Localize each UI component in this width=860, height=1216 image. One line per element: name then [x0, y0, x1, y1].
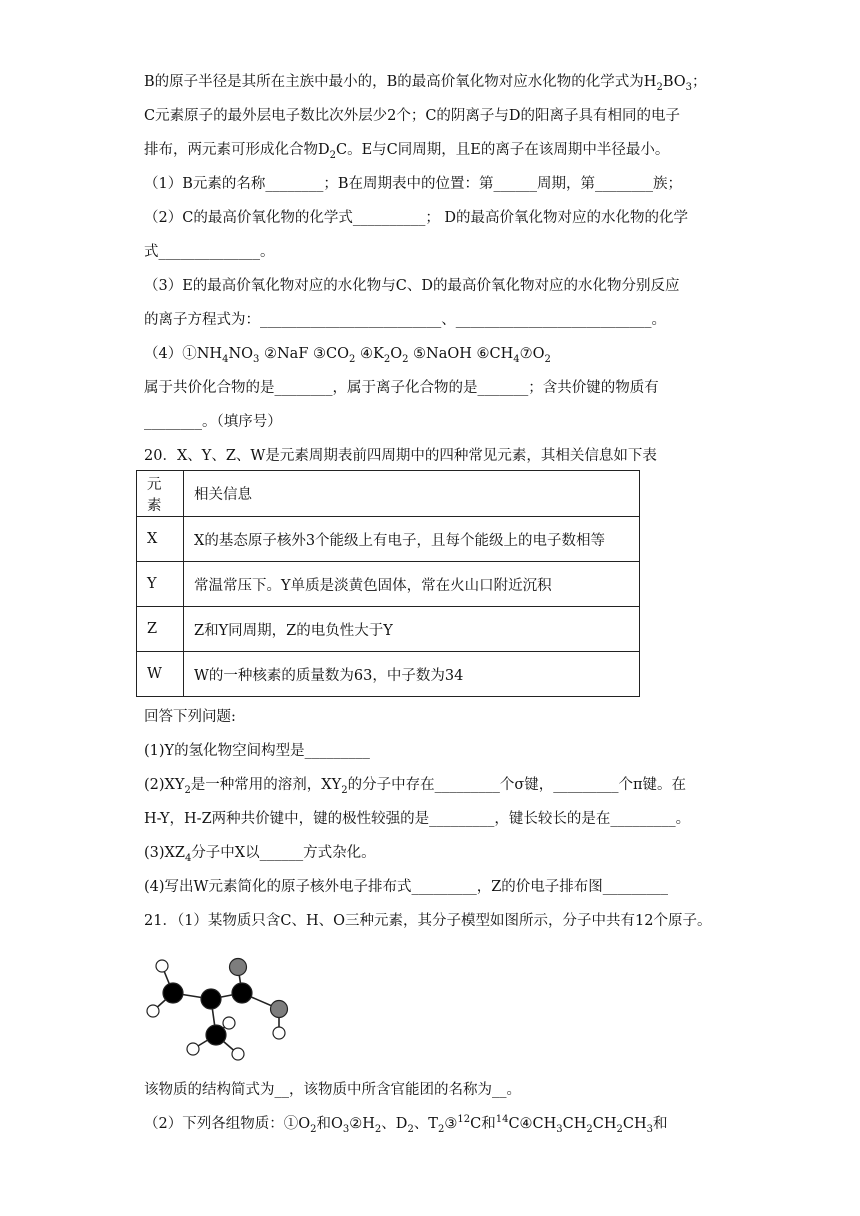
q19-part-4: $(4)①NH_4NO_3$ ②NaF $③CO_2$ $④K_2O_2$ ⑤NaOH $⑥CH_4⑦O_2$: [144, 346, 551, 365]
q19-line-2: C元素原子的最外层电子数比次外层少2个；C的阴离子与D的阳离子具有相同的电子: [144, 108, 681, 124]
element-cell: X: [137, 517, 184, 562]
info-cell: W的一种核素的质量数为63，中子数为34: [184, 652, 640, 697]
q21-part-2: （2）下列各组物质：$①O_2$和$O_3②H_2$、$D_2$、$T_2③^{12}C$和$^{14}C④CH_3CH_2CH_2CH_3$和: [144, 1114, 668, 1135]
q21-part-1: 21．（1）某物质只含C、H、O三种元素，其分子模型如图所示，分子中共有12个原子。: [144, 913, 712, 929]
q20-sub-4: (4)写出W元素简化的原子核外电子排布式_________，Z的价电子排布图_________: [144, 879, 669, 895]
atoms: [147, 959, 288, 1061]
table-row: [137, 652, 640, 697]
element-cell: W: [137, 652, 184, 697]
info-cell: X的基态原子核外3个能级上有电子，且每个能级上的电子数相等: [184, 517, 640, 562]
element-cell: Y: [137, 562, 184, 607]
q19-part-3: （3）E的最高价氧化物对应的水化物与C、D的最高价氧化物对应的水化物分别反应: [144, 278, 680, 294]
q19-part-4b: 属于共价化合物的是________，属于离子化合物的是_______；含共价键的物质有: [144, 380, 659, 396]
q20-title: 20．X、Y、Z、W是元素周期表前四周期中的四种常见元素，其相关信息如下表: [144, 448, 657, 464]
table-row: [137, 607, 640, 652]
carbon-atom: [163, 983, 183, 1003]
hydrogen-atom: [223, 1017, 235, 1029]
hydrogen-atom: [232, 1048, 244, 1060]
q21-part-1b: 该物质的结构简式为__，该物质中所含官能团的名称为__。: [144, 1082, 521, 1098]
hydrogen-atom: [147, 1005, 159, 1017]
table-header-row: [137, 471, 640, 517]
table-row: [137, 562, 640, 607]
q19-line-1: B的原子半径是其所在主族中最小的，B的最高价氧化物对应水化物的化学式为$H_2BO_3$；: [144, 74, 707, 93]
element-info-table: [136, 470, 640, 697]
q20-sub-1: (1)Y的氢化物空间构型是_________: [144, 743, 370, 759]
hydrogen-atom: [273, 1027, 285, 1039]
q20-sub-2b: H-Y，H-Z两种共价键中，键的极性较强的是_________，键长较长的是在_________。: [144, 811, 691, 827]
q20-sub-3: $(3)XZ_4$分子中X以______方式杂化。: [144, 845, 376, 864]
carbon-atom: [232, 983, 252, 1003]
q19-part-2: （2）C的最高价氧化物的化学式__________； D的最高价氧化物对应的水化物的化学: [144, 210, 689, 226]
hydrogen-atom: [187, 1043, 199, 1055]
q19-part-4c: ________。（填序号）: [144, 414, 282, 430]
q19-part-2b: 式______________。: [144, 244, 275, 260]
q20-sub-2: $(2)XY_2$是一种常用的溶剂，$XY_2$的分子中存在_________个σ键，_________个π键。在: [144, 777, 687, 796]
hydrogen-atom: [156, 960, 168, 972]
table-row: [137, 517, 640, 562]
carbon-atom: [206, 1025, 226, 1045]
carbon-atom: [201, 989, 221, 1009]
q19-line-3: 排布，两元素可形成化合物$D_2C$。E与C同周期，且E的离子在该周期中半径最小。: [144, 142, 670, 161]
q20-answer-prompt: 回答下列问题:: [144, 709, 236, 725]
info-cell: 常温常压下。Y单质是淡黄色固体，常在火山口附近沉积: [184, 562, 640, 607]
element-cell: Z: [137, 607, 184, 652]
oxygen-atom: [271, 1001, 288, 1018]
oxygen-atom: [230, 959, 247, 976]
info-cell: Z和Y同周期，Z的电负性大于Y: [184, 607, 640, 652]
table-header-cell: 相关信息: [184, 471, 640, 517]
table-header-cell: 元素: [137, 471, 184, 517]
q19-part-3b: 的离子方程式为：_________________________、___________________________。: [144, 312, 666, 328]
q19-part-1: （1）B元素的名称________；B在周期表中的位置：第______周期，第________族；: [144, 176, 683, 192]
molecule-model-figure: [140, 944, 300, 1064]
